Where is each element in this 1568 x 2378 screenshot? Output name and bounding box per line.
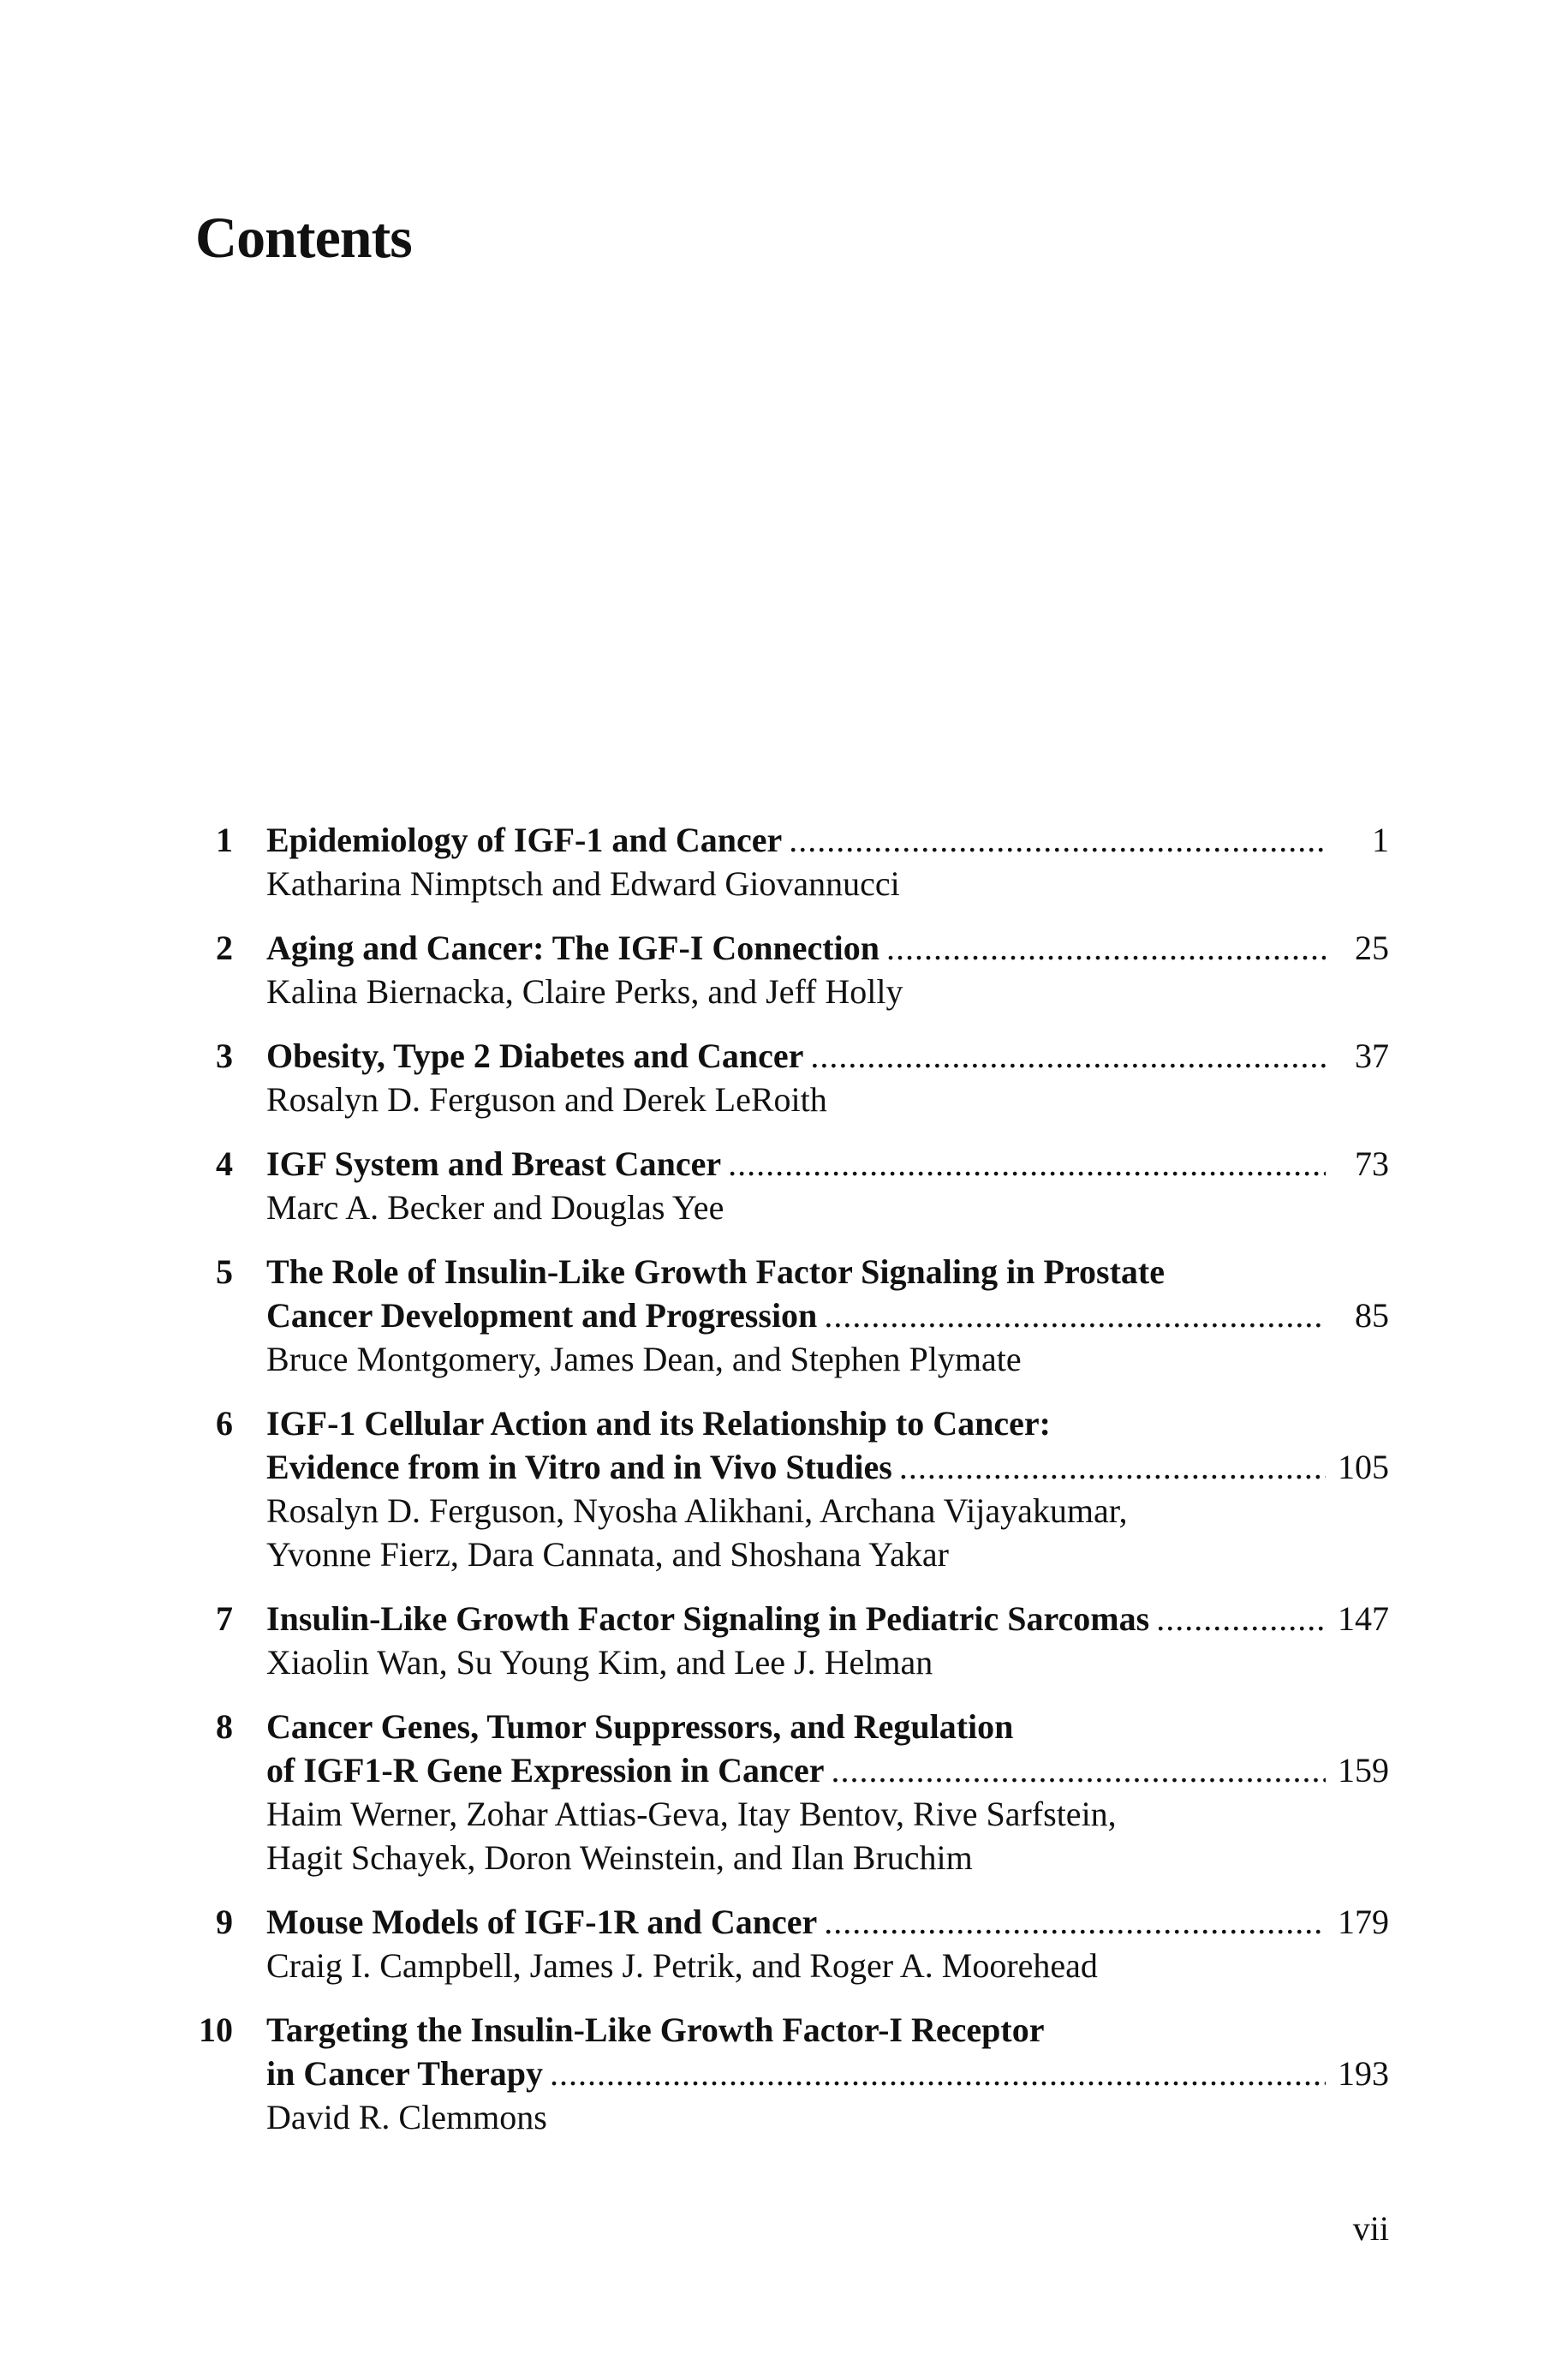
chapter-number: 2 <box>216 929 233 967</box>
chapter-title[interactable]: IGF System and Breast Cancer <box>266 1144 722 1183</box>
chapter-title-line[interactable]: The Role of Insulin-Like Growth Factor Signaling in Prostate <box>266 1252 1165 1291</box>
chapter-number: 1 <box>216 821 233 859</box>
chapter-title[interactable]: Mouse Models of IGF-1R and Cancer <box>266 1903 818 1941</box>
dot-leader <box>789 818 1326 862</box>
page-number: 25 <box>1355 929 1389 967</box>
chapter-authors: Rosalyn D. Ferguson and Derek LeRoith <box>266 1080 827 1119</box>
page-title: Contents <box>195 205 412 270</box>
dot-leader <box>550 2052 1326 2095</box>
chapter-authors: Craig I. Campbell, James J. Petrik, and Roger A. Moorehead <box>266 1946 1098 1985</box>
chapter-number: 9 <box>216 1903 233 1941</box>
chapter-title[interactable]: of IGF1-R Gene Expression in Cancer <box>266 1751 825 1789</box>
dot-leader <box>824 1294 1326 1337</box>
page-number: 179 <box>1338 1903 1389 1941</box>
chapter-title-line[interactable]: IGF-1 Cellular Action and its Relationship to Cancer: <box>266 1404 1051 1443</box>
chapter-authors: Xiaolin Wan, Su Young Kim, and Lee J. Helman <box>266 1643 933 1682</box>
toc-entry-3[interactable] <box>0 1034 1568 1121</box>
chapter-title[interactable]: Epidemiology of IGF-1 and Cancer <box>266 821 783 859</box>
chapter-number: 8 <box>216 1707 233 1746</box>
chapter-authors: Hagit Schayek, Doron Weinstein, and Ilan Bruchim <box>266 1838 973 1877</box>
chapter-number: 4 <box>216 1144 233 1183</box>
page-number: 1 <box>1372 821 1389 859</box>
chapter-authors: Kalina Biernacka, Claire Perks, and Jeff Holly <box>266 972 903 1011</box>
dot-leader <box>824 1900 1326 1944</box>
chapter-authors: Katharina Nimptsch and Edward Giovannucci <box>266 864 900 903</box>
toc-entry-6[interactable] <box>0 1401 1568 1576</box>
page-number: 105 <box>1338 1448 1389 1486</box>
dot-leader <box>831 1748 1326 1792</box>
page-number: 147 <box>1338 1599 1389 1638</box>
page-number: 85 <box>1355 1296 1389 1335</box>
toc-entry-1[interactable] <box>0 818 1568 905</box>
chapter-number: 5 <box>216 1252 233 1291</box>
table-of-contents <box>0 818 1568 2160</box>
dot-leader <box>728 1142 1326 1186</box>
chapter-number: 6 <box>216 1404 233 1443</box>
chapter-title[interactable]: in Cancer Therapy <box>266 2054 543 2093</box>
toc-entry-4[interactable] <box>0 1142 1568 1229</box>
chapter-title[interactable]: Insulin-Like Growth Factor Signaling in Pediatric Sarcomas <box>266 1599 1150 1638</box>
toc-entry-7[interactable] <box>0 1597 1568 1684</box>
dot-leader <box>810 1034 1326 1078</box>
page-folio: vii <box>1352 2209 1389 2248</box>
page-number: 159 <box>1338 1751 1389 1789</box>
dot-leader <box>1156 1597 1326 1640</box>
chapter-title-line[interactable]: Targeting the Insulin-Like Growth Factor-I Receptor <box>266 2011 1045 2049</box>
chapter-authors: Yvonne Fierz, Dara Cannata, and Shoshana Yakar <box>266 1535 949 1574</box>
chapter-number: 10 <box>199 2011 233 2049</box>
chapter-title[interactable]: Cancer Development and Progression <box>266 1296 818 1335</box>
chapter-authors: Haim Werner, Zohar Attias-Geva, Itay Bentov, Rive Sarfstein, <box>266 1795 1117 1833</box>
dot-leader <box>899 1445 1326 1489</box>
chapter-title-line[interactable]: Cancer Genes, Tumor Suppressors, and Regulation <box>266 1707 1014 1746</box>
chapter-title[interactable]: Aging and Cancer: The IGF-I Connection <box>266 929 879 967</box>
page-number: 73 <box>1355 1144 1389 1183</box>
toc-entry-2[interactable] <box>0 926 1568 1013</box>
chapter-authors: Rosalyn D. Ferguson, Nyosha Alikhani, Archana Vijayakumar, <box>266 1491 1128 1530</box>
chapter-authors: David R. Clemmons <box>266 2098 547 2136</box>
page-number: 37 <box>1355 1037 1389 1075</box>
toc-entry-10[interactable] <box>0 2008 1568 2139</box>
chapter-number: 3 <box>216 1037 233 1075</box>
chapter-authors: Bruce Montgomery, James Dean, and Stephen Plymate <box>266 1340 1022 1378</box>
chapter-title[interactable]: Evidence from in Vitro and in Vivo Studies <box>266 1448 892 1486</box>
dot-leader <box>886 926 1326 970</box>
toc-entry-8[interactable] <box>0 1705 1568 1879</box>
toc-entry-5[interactable] <box>0 1250 1568 1381</box>
chapter-authors: Marc A. Becker and Douglas Yee <box>266 1188 724 1227</box>
chapter-number: 7 <box>216 1599 233 1638</box>
chapter-title[interactable]: Obesity, Type 2 Diabetes and Cancer <box>266 1037 804 1075</box>
toc-entry-9[interactable] <box>0 1900 1568 1987</box>
page-number: 193 <box>1338 2054 1389 2093</box>
